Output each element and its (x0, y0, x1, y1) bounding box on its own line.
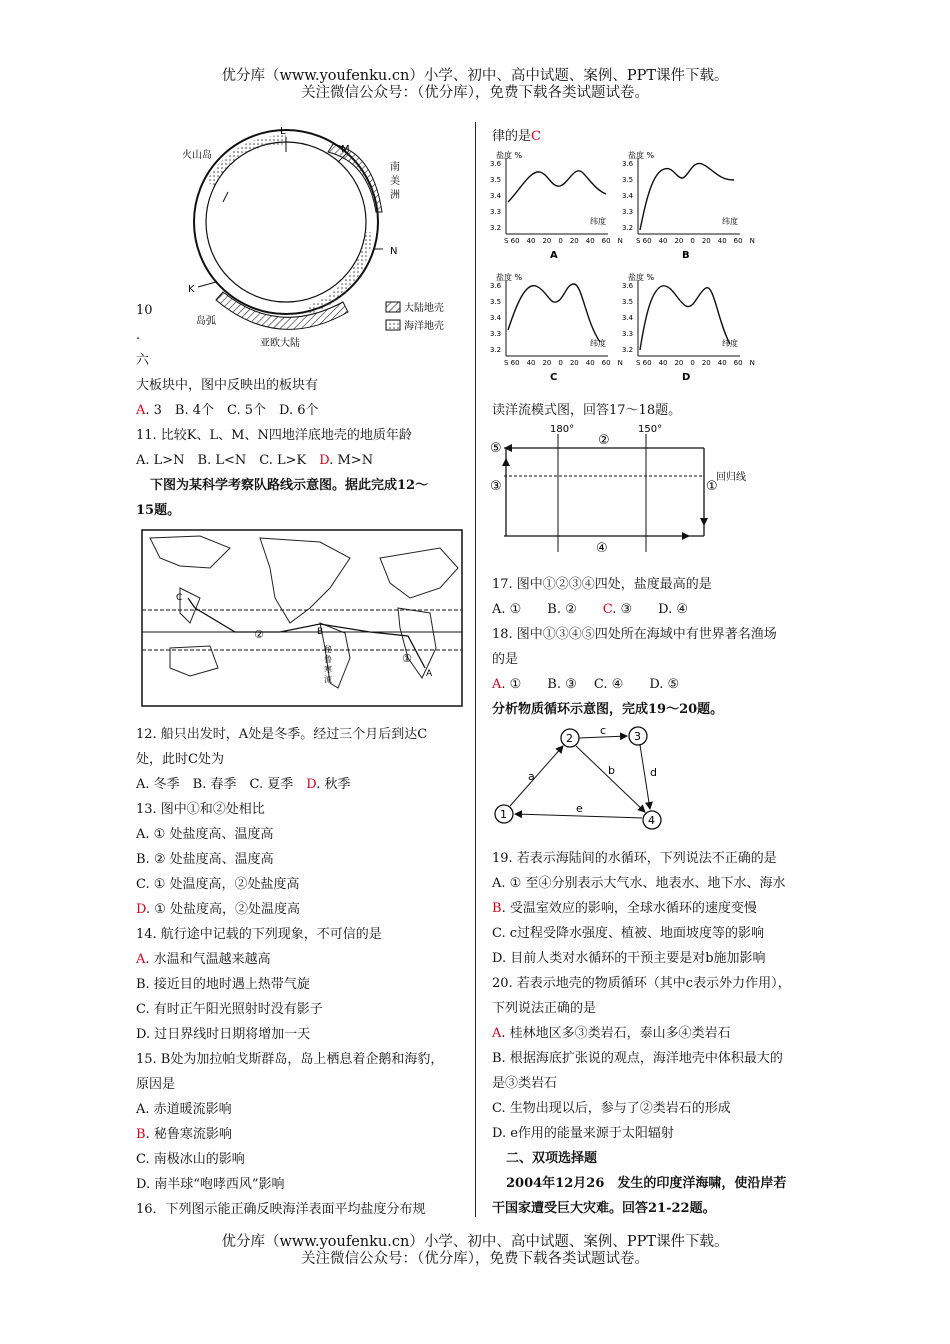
y-tick-3.4: 3.4 (490, 192, 502, 200)
q11-options-post: . M>N (329, 453, 374, 468)
q13-option-d-text: . ① 处盐度高，②处温度高 (145, 902, 301, 917)
footer (0, 1234, 950, 1268)
label-N: N (390, 246, 398, 257)
y-tick-3.2: 3.2 (622, 346, 634, 354)
intro-19: 分析物质循环示意图，完成19～20题。 (492, 702, 724, 717)
column-divider (475, 122, 476, 1217)
footer-line-1: 优分库（www.youfenku.cn）小学、初中、高中试题、案例、PPT课件下载。 (221, 1234, 729, 1250)
label-M: M (341, 144, 350, 155)
q15-option-b-text: . 秘鲁寒流影响 (145, 1127, 232, 1142)
q10-answer: A (136, 403, 146, 418)
q20-option-a (492, 1021, 822, 1046)
current-point-4: ④ (596, 541, 608, 556)
q15-line2: 原因是 (136, 1077, 176, 1092)
q11-answer: D (319, 453, 330, 468)
q20-option-a-text: . 桂林地区多③类岩石，泰山多④类岩石 (501, 1026, 731, 1041)
intro-17 (492, 398, 822, 423)
q16-line1: 16．下列图示能正确反映海洋表面平均盐度分布规 (136, 1202, 426, 1217)
tropic-label: 回归线 (716, 472, 746, 483)
q19-answer: B (492, 901, 502, 916)
salinity-panel-D (622, 272, 755, 383)
lon-180: 180° (550, 424, 575, 435)
y-tick-3.6: 3.6 (622, 282, 634, 290)
x-ticks: S 60 40 20 0 20 40 60 N (636, 237, 755, 245)
cycle-label-c: c (600, 724, 607, 737)
cycle-node-2: 2 (566, 732, 573, 745)
label-south-america-3: 洲 (390, 190, 400, 201)
map-label-A: A (426, 669, 433, 679)
map-label-C: C (176, 593, 183, 603)
cycle-label-a: a (528, 770, 535, 783)
y-tick-3.6: 3.6 (622, 160, 634, 168)
q12-options-pre: A. 冬季 B. 春季 C. 夏季 (136, 777, 307, 792)
q17-stem: 17. 图中①②③④四处，盐度最高的是 (492, 577, 712, 592)
section-2-title: 二、双项选择题 (506, 1151, 598, 1166)
q13-answer: D (136, 902, 146, 917)
salinity-panel-A (490, 150, 623, 261)
y-tick-3.3: 3.3 (622, 330, 634, 338)
y-tick-3.2: 3.2 (490, 224, 502, 232)
legend-oceanic: 海洋地壳 (404, 321, 444, 332)
y-tick-3.2: 3.2 (490, 346, 502, 354)
salinity-panel-B (622, 150, 755, 261)
route-map-figure (140, 528, 466, 710)
inner-ring (206, 142, 366, 302)
q14-option-a-text: . 水温和气温越来越高 (145, 952, 271, 967)
q18-options-post: . ① B. ③ C. ④ D. ⑤ (501, 677, 680, 692)
ocean-current-figure (490, 424, 746, 560)
q16-answer: C (531, 129, 541, 144)
q10-number: 10 (136, 303, 153, 318)
y-tick-3.3: 3.3 (490, 208, 502, 216)
legend-continental: 大陆地壳 (404, 303, 444, 314)
panel-label-C: C (550, 372, 558, 383)
cycle-figure (490, 724, 680, 834)
current-point-5: ⑤ (490, 441, 502, 456)
y-tick-3.5: 3.5 (622, 298, 634, 306)
q20-option-c: C. 生物出现以后，参与了②类岩石的形成 (492, 1101, 731, 1116)
q18-line2: 的是 (492, 652, 519, 667)
cycle-label-d: d (650, 766, 657, 779)
intro-12-line1: 下图为某科学考察队路线示意图。据此完成12～ (150, 478, 429, 493)
cycle-node-1: 1 (500, 808, 507, 821)
q13-option-c: C. ① 处温度高，②处盐度高 (136, 877, 300, 892)
intro-21-line2: 干国家遭受巨大灾难。回答21-22题。 (492, 1201, 716, 1216)
panel-label-B: B (682, 250, 690, 261)
current-point-2: ② (598, 433, 610, 448)
y-axis-label: 盐度 % (496, 151, 523, 160)
q10-six: 六 (136, 353, 150, 368)
q12-answer: D (306, 777, 317, 792)
salinity-curve-C (508, 284, 600, 342)
intro-12-line2: 15题。 (136, 503, 181, 518)
panel-label-A: A (550, 250, 558, 261)
header-line-1: 优分库（www.youfenku.cn）小学、初中、高中试题、案例、PPT课件下载。 (221, 68, 729, 84)
x-ticks: S 60 40 20 0 20 40 60 N (636, 359, 755, 367)
q14-option-a (136, 947, 466, 972)
intro-17-text: 读洋流模式图，回答17～18题。 (492, 403, 682, 418)
salinity-curve-B (640, 163, 734, 230)
lon-150: 150° (638, 424, 663, 435)
salinity-curve-A (508, 171, 606, 202)
q17-options-pre: A. ① B. ② (492, 602, 603, 617)
label-south-america-1: 南 (390, 162, 400, 173)
q20-option-b: B. 根据海底扩张说的观点，海洋地壳中体积最大的 (492, 1051, 783, 1066)
q12-line2: 处，此时C处为 (136, 752, 224, 767)
label-K: K (188, 284, 195, 295)
cycle-node-4: 4 (648, 814, 655, 827)
y-axis-label: 盐度 % (496, 273, 523, 282)
q19-stem: 19. 若表示海陆间的水循环，下列说法不正确的是 (492, 851, 777, 866)
q19-option-c: C. c过程受降水强度、植被、地面坡度等的影响 (492, 926, 765, 941)
q10-options (136, 398, 466, 423)
y-tick-3.2: 3.2 (622, 224, 634, 232)
label-eurasia: 亚欧大陆 (260, 338, 300, 349)
q20-line2: 下列说法正确的是 (492, 1001, 597, 1016)
q15-option-b (136, 1122, 466, 1147)
q12-line1: 12. 船只出发时，A处是冬季。经过三个月后到达C (136, 727, 428, 742)
map-label-peru-2: 鲁 (324, 655, 332, 664)
salinity-curve-D (640, 286, 730, 350)
label-L: L (280, 126, 286, 137)
q12-options-post: . 秋季 (316, 777, 351, 792)
q17-options (492, 597, 822, 622)
q17-answer: C (602, 602, 613, 617)
q13-stem: 13. 图中①和②处相比 (136, 802, 265, 817)
y-tick-3.3: 3.3 (490, 330, 502, 338)
label-volcano-island: 火山岛 (182, 150, 212, 161)
left-column-bottom (136, 722, 466, 1222)
y-tick-3.5: 3.5 (490, 298, 502, 306)
q11-options (136, 448, 466, 473)
y-tick-3.5: 3.5 (622, 176, 634, 184)
x-axis-label: 纬度 (722, 217, 738, 226)
q10-stem: 大板块中，图中反映出的板块有 (136, 378, 319, 393)
q16-line2-text: 律的是 (492, 129, 532, 144)
q14-option-c: C. 有时正午阳光照射时没有影子 (136, 1002, 323, 1017)
panel-label-D: D (682, 372, 691, 383)
q12-options (136, 772, 466, 797)
right-column-middle (492, 572, 822, 722)
q16-line2 (492, 124, 822, 149)
map-label-1: ① (402, 652, 412, 665)
q10-dot: . (136, 328, 141, 343)
cycle-node-3: 3 (634, 730, 641, 743)
y-tick-3.4: 3.4 (490, 314, 502, 322)
salinity-charts (490, 150, 760, 386)
q19-option-b-text: . 受温室效应的影响，全球水循环的速度变慢 (501, 901, 757, 916)
y-tick-3.3: 3.3 (622, 208, 634, 216)
x-ticks: S 60 40 20 0 20 40 60 N (504, 237, 623, 245)
q14-answer: A (136, 952, 146, 967)
q15-option-a: A. 赤道暖流影响 (136, 1102, 232, 1117)
q14-option-b: B. 接近目的地时遇上热带气旋 (136, 977, 310, 992)
q13-option-a: A. ① 处盐度高、温度高 (136, 827, 274, 842)
current-point-3: ③ (490, 479, 502, 494)
q20-option-b-cont: 是③类岩石 (492, 1076, 558, 1091)
q17-options-post: . ③ D. ④ (612, 602, 689, 617)
cycle-label-b: b (608, 764, 615, 777)
q15-option-c: C. 南极冰山的影响 (136, 1152, 245, 1167)
right-column-bottom (492, 846, 822, 1221)
current-point-1: ① (706, 479, 718, 494)
y-axis-label: 盐度 % (628, 273, 655, 282)
y-tick-3.6: 3.6 (490, 282, 502, 290)
q20-option-d: D. e作用的能量来源于太阳辐射 (492, 1126, 674, 1141)
map-label-2: ② (254, 628, 264, 641)
y-tick-3.4: 3.4 (622, 314, 634, 322)
salinity-panel-C (490, 272, 623, 383)
q10-options-text: . 3 B. 4个 C. 5个 D. 6个 (145, 403, 319, 418)
q14-stem: 14. 航行途中记载的下列现象，不可信的是 (136, 927, 382, 942)
label-arc: 岛弧 (196, 316, 216, 327)
q19-option-a: A. ① 至④分别表示大气水、地表水、地下水、海水 (492, 876, 786, 891)
q15-answer: B (136, 1127, 146, 1142)
q11-options-pre: A. L>N B. L<N C. L>K (136, 453, 320, 468)
y-tick-3.5: 3.5 (490, 176, 502, 184)
cycle-label-e: e (576, 802, 583, 815)
q20-answer: A (492, 1026, 502, 1041)
x-axis-label: 纬度 (722, 339, 738, 348)
intro-21-line1: 2004年12月26 发生的印度洋海啸，使沿岸若 (506, 1176, 787, 1191)
map-label-B: B (317, 627, 324, 637)
footer-line-2: 关注微信公众号：（优分库），免费下载各类试题试卷。 (301, 1251, 649, 1267)
q18-line1: 18. 图中①③④⑤四处所在海域中有世界著名渔场 (492, 627, 777, 642)
q13-option-d (136, 897, 466, 922)
q13-option-b: B. ② 处盐度高、温度高 (136, 852, 274, 867)
y-tick-3.6: 3.6 (490, 160, 502, 168)
left-column-top (136, 298, 466, 523)
q20-line1: 20. 若表示地壳的物质循环（其中c表示外力作用）， (492, 976, 791, 991)
y-tick-3.4: 3.4 (622, 192, 634, 200)
map-label-peru-4: 流 (324, 675, 332, 684)
q19-option-d: D. 目前人类对水循环的干预主要是对b施加影响 (492, 951, 766, 966)
q15-line1: 15. B处为加拉帕戈斯群岛，岛上栖息着企鹅和海豹， (136, 1052, 444, 1067)
q15-option-d: D. 南半球“咆哮西风”影响 (136, 1177, 285, 1192)
map-label-peru-3: 寒 (324, 665, 332, 674)
q18-answer: A (492, 677, 502, 692)
q18-options (492, 672, 822, 697)
x-ticks: S 60 40 20 0 20 40 60 N (504, 359, 623, 367)
y-axis-label: 盐度 % (628, 151, 655, 160)
map-label-peru-1: 秘 (324, 645, 332, 654)
q11-stem: 11. 比较K、L、M、N四地洋底地壳的地质年龄 (136, 428, 412, 443)
q14-option-d: D. 过日界线时日期将增加一天 (136, 1027, 311, 1042)
x-axis-label: 纬度 (590, 339, 606, 348)
header-line-2: 关注微信公众号：（优分库），免费下载各类试题试卷。 (301, 85, 649, 101)
label-south-america-2: 美 (390, 176, 400, 187)
x-axis-label: 纬度 (590, 217, 606, 226)
header (0, 68, 950, 102)
q19-option-b (492, 896, 822, 921)
q16-continuation (492, 124, 822, 149)
